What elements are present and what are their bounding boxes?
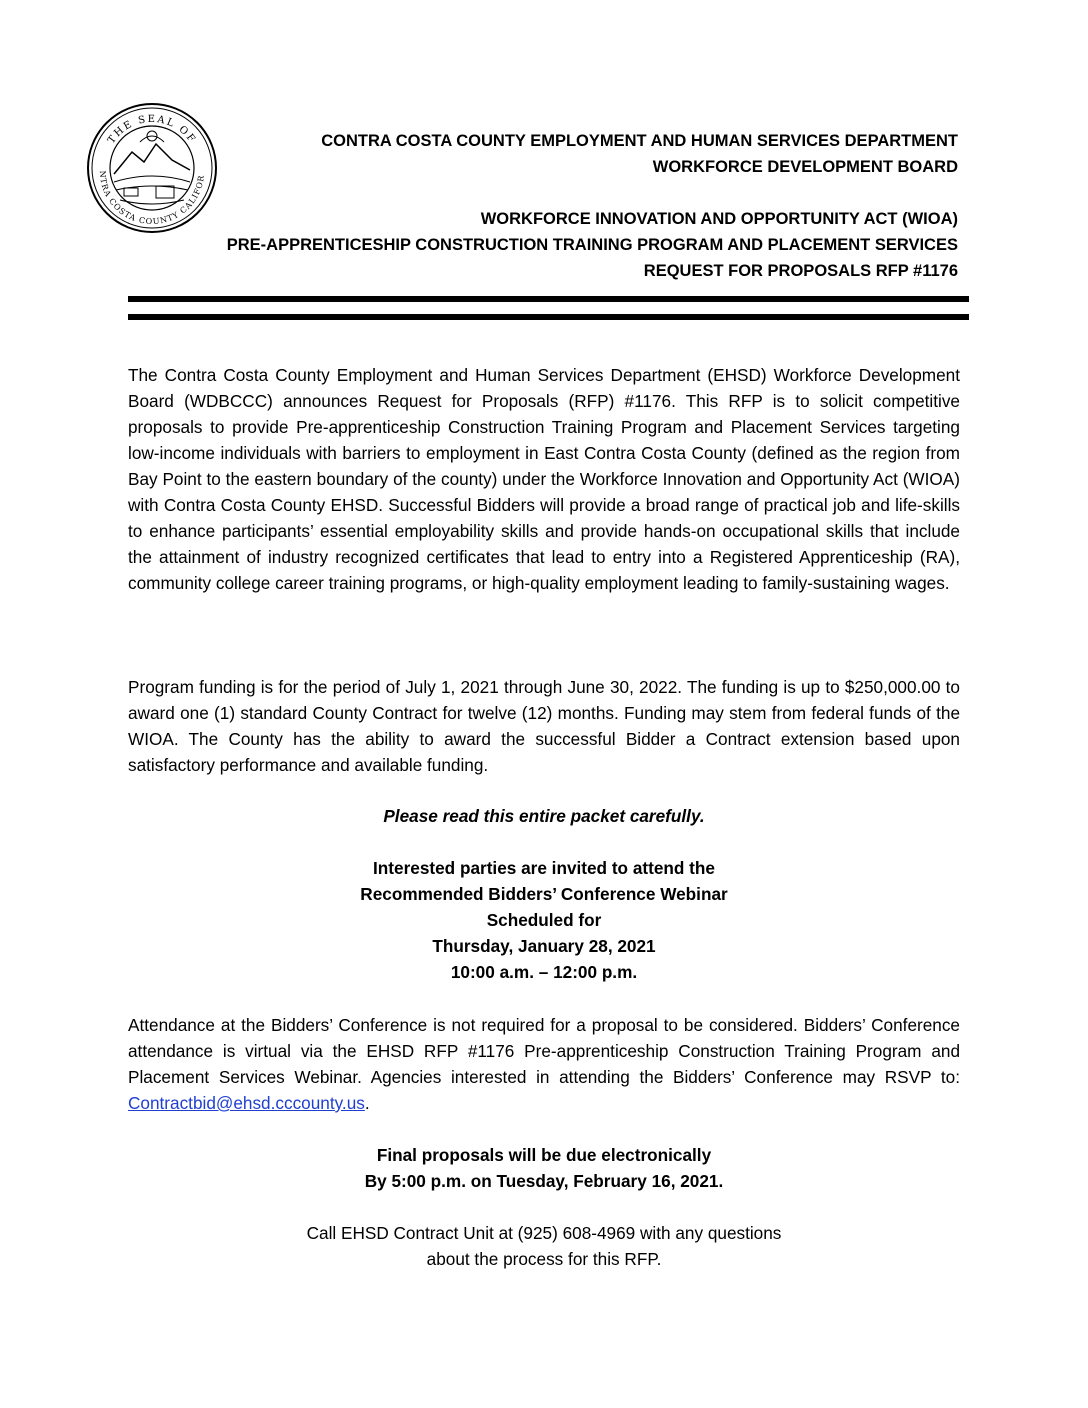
deadline-line2: By 5:00 p.m. on Tuesday, February 16, 2021. [364,1171,724,1191]
conference-announcement [128,855,960,985]
funding-paragraph: Program funding is for the period of July 1, 2021 through June 30, 2022. The funding is up to $250,000.00 to award one (1) standard County Contract for twelve (12) months. Funding may stem from federal funds of the WIOA. The County has the ability to award the successful Bidder a Contract extension based upon satisfactory performance and available funding. [128,677,960,775]
header-department: CONTRA COSTA COUNTY EMPLOYMENT AND HUMAN SERVICES DEPARTMENT [321,132,958,150]
intro-paragraph: The Contra Costa County Employment and Human Services Department (EHSD) Workforce Development Board (WDBCCC) announces Request for Proposals (RFP) #1176. This RFP is to solicit competitive proposals to provide Pre-apprenticeship Construction Training Program and Placement Services targeting low-income individuals with barriers to employment in East Contra Costa County (defined as the region from Bay Point to the eastern boundary of the county) under the Workforce Innovation and Opportunity Act (WIOA) with Contra Costa County EHSD. Successful Bidders will provide a broad range of practical job and life-skills to enhance participants’ essential employability skills and provide hands-on occupational skills that include the attainment of industry recognized certificates that lead to entry into a Registered Apprenticeship (RA), community college career training programs, or high-quality employment leading to family-sustaining wages. [128,365,960,593]
seal-bottom-text: NTRA COSTA COUNTY CALIFOR [97,170,207,227]
header-act: WORKFORCE INNOVATION AND OPPORTUNITY ACT (WIOA) [480,210,958,228]
conference-time: 10:00 a.m. – 12:00 p.m. [450,962,638,982]
conference-scheduled: Scheduled for [486,910,602,930]
header-rfp-number: REQUEST FOR PROPOSALS RFP #1176 [643,262,958,280]
contact-info [128,1220,960,1272]
conference-date: Thursday, January 28, 2021 [432,936,656,956]
deadline-line1: Final proposals will be due electronically [376,1145,712,1165]
conference-title: Recommended Bidders’ Conference Webinar [360,884,728,904]
contact-line1: Call EHSD Contract Unit at (925) 608-4969 with any questions [306,1223,782,1243]
conference-invite: Interested parties are invited to attend the [373,858,715,878]
seal-top-text: THE SEAL OF [106,113,198,146]
read-packet-notice: Please read this entire packet carefully. [383,806,705,826]
contact-line2: about the process for this RFP. [426,1249,662,1269]
header-program: PRE-APPRENTICESHIP CONSTRUCTION TRAINING PROGRAM AND PLACEMENT SERVICES [226,236,958,254]
header-divider-bottom [128,314,969,320]
document-header [120,128,958,284]
attendance-paragraph [128,1012,960,1116]
rsvp-email-link[interactable]: Contractbid@ehsd.cccounty.us [128,1093,365,1113]
header-board: WORKFORCE DEVELOPMENT BOARD [652,158,958,176]
deadline-notice [128,1142,960,1194]
attendance-text: Attendance at the Bidders’ Conference is not required for a proposal to be considered. Bidders’ Conference attendance is virtual via the EHSD RFP #1176 Pre-apprenticeship Construction Training Program and Placement Services Webinar. Agencies interested in attending the Bidders’ Conference may RSVP to: [128,1015,960,1087]
attendance-end: . [364,1093,370,1113]
header-divider-top [128,296,969,302]
